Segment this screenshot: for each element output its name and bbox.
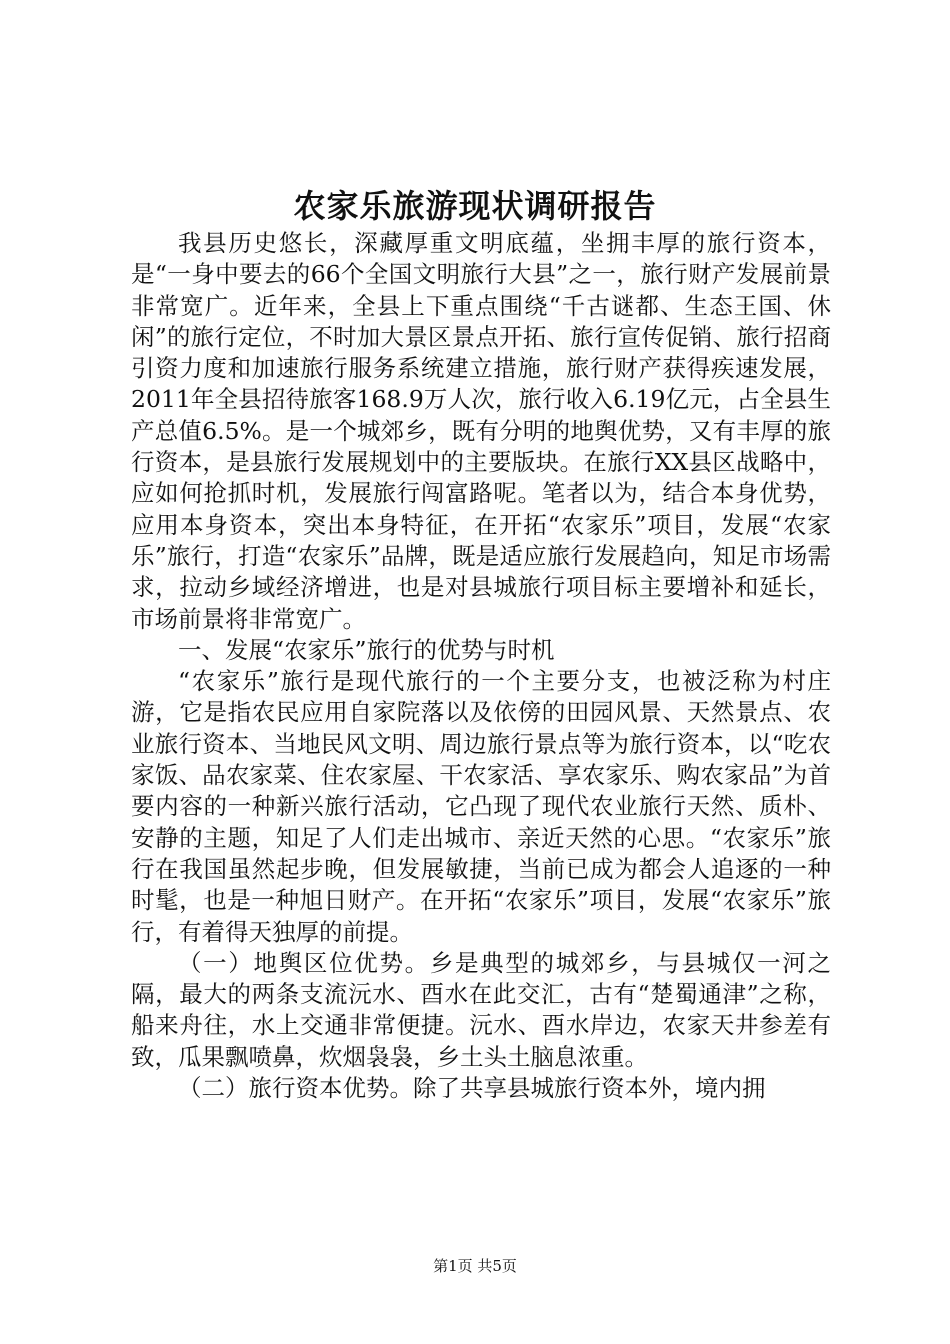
document-body	[131, 228, 831, 1104]
section-heading: 一、发展“农家乐”旅行的优势与时机	[178, 635, 555, 664]
document-title: 农家乐旅游现状调研报告	[293, 187, 657, 225]
paragraph: （二）旅行资本优势。除了共享县城旅行资本外，境内拥	[178, 1074, 766, 1103]
paragraph: 我县历史悠长，深藏厚重文明底蕴，坐拥丰厚的旅行资本，是“一身中要去的66个全国文明旅行大县”之一，旅行财产发展前景非常宽广。近年来，全县上下重点围绕“千古谜都、生态王国、休闲”的旅行定位，不时加大景区景点开拓、旅行宣传促销、旅行招商引资力度和加速旅行服务系统建立措施，旅行财产获得疾速发展，2011年全县招待旅客168.9万人次，旅行收入6.19亿元，占全县生产总值6.5%。是一个城郊乡，既有分明的地舆优势，又有丰厚的旅行资本，是县旅行发展规划中的主要版块。在旅行XX县区战略中，应如何抢抓时机，发展旅行闯富路呢。笔者以为，结合本身优势，应用本身资本，突出本身特征，在开拓“农家乐”项目，发展“农家乐”旅行，打造“农家乐”品牌，既是适应旅行发展趋向，知足市场需求，拉动乡域经济增进，也是对县城旅行项目标主要增补和延长，市场前景将非常宽广。	[131, 229, 831, 633]
paragraph: （一）地舆区位优势。乡是典型的城郊乡，与县城仅一河之隔，最大的两条支流沅水、酉水在此交汇，古有“楚蜀通津”之称，船来舟往，水上交通非常便捷。沅水、酉水岸边，农家天井参差有致，瓜果飘喷鼻，炊烟袅袅，乡土头土脑息浓重。	[131, 948, 831, 1071]
paragraph: “农家乐”旅行是现代旅行的一个主要分支，也被泛称为村庄游，它是指农民应用自家院落以及依傍的田园风景、天然景点、农业旅行资本、当地民风文明、周边旅行景点等为旅行资本，以“吃农家饭、品农家菜、住农家屋、干农家活、享农家乐、购农家品”为首要内容的一种新兴旅行活动，它凸现了现代农业旅行天然、质朴、安静的主题，知足了人们走出城市、亲近天然的心思。“农家乐”旅行在我国虽然起步晚，但发展敏捷，当前已成为都会人追逐的一种时髦，也是一种旭日财产。在开拓“农家乐”项目，发展“农家乐”旅行，有着得天独厚的前提。	[131, 667, 831, 946]
page-number-footer: 第1页 共5页	[433, 1257, 517, 1275]
